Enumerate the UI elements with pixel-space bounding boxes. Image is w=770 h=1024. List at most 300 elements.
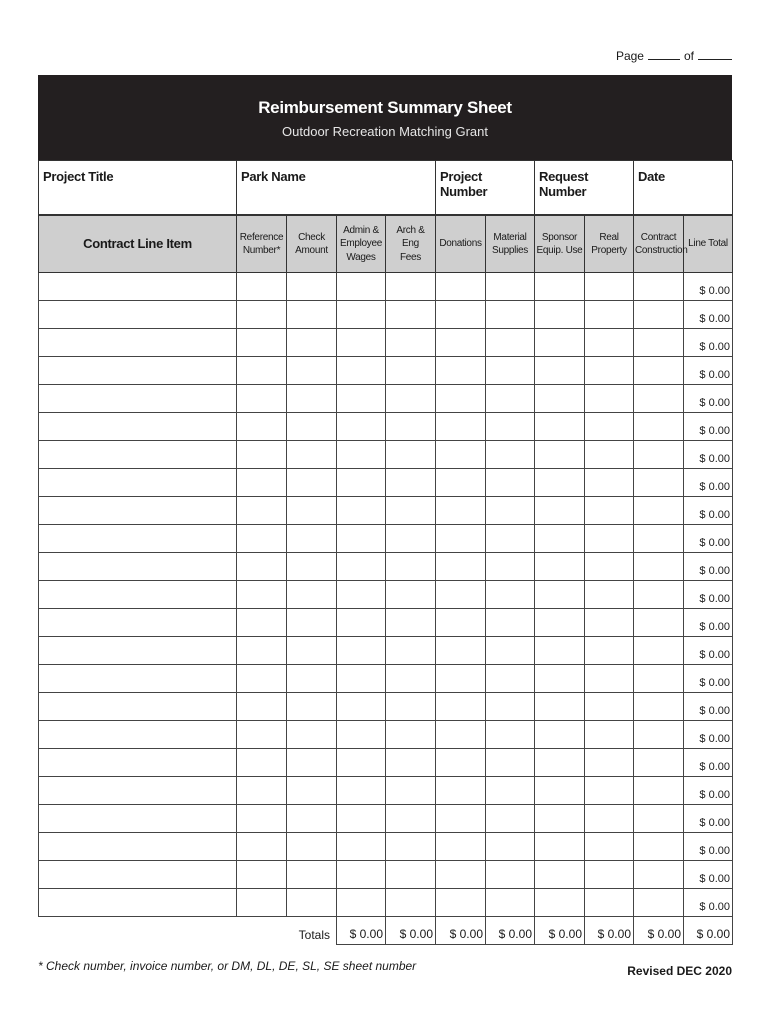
contract-construction-cell[interactable]	[634, 413, 684, 441]
contract-construction-cell[interactable]	[634, 833, 684, 861]
sponsor-equip-cell[interactable]	[535, 749, 585, 777]
table-row	[39, 553, 733, 581]
arch-eng-fees-cell[interactable]	[386, 861, 436, 889]
material-supplies-cell[interactable]	[486, 497, 535, 525]
table-row	[39, 777, 733, 805]
donations-cell[interactable]	[436, 553, 486, 581]
material-supplies-cell[interactable]	[486, 889, 535, 917]
sponsor-equip-cell[interactable]	[535, 665, 585, 693]
table-row	[39, 609, 733, 637]
table-row	[39, 833, 733, 861]
donations-cell[interactable]	[436, 497, 486, 525]
real-property-cell[interactable]	[585, 273, 634, 301]
line-item-cell[interactable]	[39, 665, 237, 693]
sponsor-equip-cell[interactable]	[535, 777, 585, 805]
admin-wages-cell[interactable]	[337, 301, 386, 329]
real-property-cell[interactable]	[585, 357, 634, 385]
arch-eng-fees-cell[interactable]	[386, 525, 436, 553]
material-supplies-cell[interactable]	[486, 721, 535, 749]
donations-cell[interactable]	[436, 441, 486, 469]
check-amount-cell[interactable]	[287, 665, 337, 693]
real-property-cell[interactable]	[585, 469, 634, 497]
donations-cell[interactable]	[436, 525, 486, 553]
donations-cell[interactable]	[436, 581, 486, 609]
reference-number-cell[interactable]	[237, 357, 287, 385]
line-total-cell: $ 0.00	[684, 861, 733, 889]
material-supplies-cell[interactable]	[486, 637, 535, 665]
total-real-property: $ 0.00	[585, 917, 634, 945]
total-arch-eng-fees: $ 0.00	[386, 917, 436, 945]
table-row	[39, 637, 733, 665]
reference-number-cell[interactable]	[237, 777, 287, 805]
page-of-label: of	[683, 49, 694, 63]
material-supplies-cell[interactable]	[486, 385, 535, 413]
line-item-cell[interactable]	[39, 273, 237, 301]
col-header-admin-wages: Admin & Employee Wages	[337, 216, 386, 273]
donations-cell[interactable]	[436, 889, 486, 917]
admin-wages-cell[interactable]	[337, 609, 386, 637]
check-amount-cell[interactable]	[287, 329, 337, 357]
sponsor-equip-cell[interactable]	[535, 581, 585, 609]
page-number-blank[interactable]	[648, 47, 680, 60]
sponsor-equip-cell[interactable]	[535, 497, 585, 525]
donations-cell[interactable]	[436, 385, 486, 413]
sponsor-equip-cell[interactable]	[535, 693, 585, 721]
line-item-cell[interactable]	[39, 525, 237, 553]
line-item-cell[interactable]	[39, 469, 237, 497]
contract-construction-cell[interactable]	[634, 581, 684, 609]
material-supplies-cell[interactable]	[486, 581, 535, 609]
line-total-cell: $ 0.00	[684, 273, 733, 301]
sponsor-equip-cell[interactable]	[535, 413, 585, 441]
admin-wages-cell[interactable]	[337, 525, 386, 553]
contract-construction-cell[interactable]	[634, 441, 684, 469]
page-title: Reimbursement Summary Sheet	[258, 98, 512, 117]
sponsor-equip-cell[interactable]	[535, 833, 585, 861]
reference-number-cell[interactable]	[237, 665, 287, 693]
contract-construction-cell[interactable]	[634, 665, 684, 693]
contract-construction-cell[interactable]	[634, 721, 684, 749]
line-total-cell: $ 0.00	[684, 889, 733, 917]
table-header-row	[39, 216, 733, 273]
real-property-cell[interactable]	[585, 525, 634, 553]
total-donations: $ 0.00	[436, 917, 486, 945]
material-supplies-cell[interactable]	[486, 833, 535, 861]
total-contract-construction: $ 0.00	[634, 917, 684, 945]
donations-cell[interactable]	[436, 693, 486, 721]
arch-eng-fees-cell[interactable]	[386, 581, 436, 609]
line-item-cell[interactable]	[39, 749, 237, 777]
check-amount-cell[interactable]	[287, 357, 337, 385]
material-supplies-cell[interactable]	[486, 469, 535, 497]
park-name-field[interactable]	[237, 161, 436, 215]
reference-number-cell[interactable]	[237, 273, 287, 301]
sponsor-equip-cell[interactable]	[535, 441, 585, 469]
donations-cell[interactable]	[436, 721, 486, 749]
project-info-table	[38, 160, 733, 215]
real-property-cell[interactable]	[585, 497, 634, 525]
line-total-cell: $ 0.00	[684, 497, 733, 525]
donations-cell[interactable]	[436, 329, 486, 357]
col-header-material-supplies: Material Supplies	[486, 216, 535, 273]
contract-construction-cell[interactable]	[634, 693, 684, 721]
contract-construction-cell[interactable]	[634, 861, 684, 889]
contract-construction-cell[interactable]	[634, 777, 684, 805]
totals-label: Totals	[298, 927, 330, 942]
line-item-cell[interactable]	[39, 441, 237, 469]
reference-number-cell[interactable]	[237, 469, 287, 497]
reference-number-cell[interactable]	[237, 889, 287, 917]
real-property-cell[interactable]	[585, 441, 634, 469]
material-supplies-cell[interactable]	[486, 525, 535, 553]
line-item-cell[interactable]	[39, 889, 237, 917]
material-supplies-cell[interactable]	[486, 413, 535, 441]
line-item-cell[interactable]	[39, 413, 237, 441]
donations-cell[interactable]	[436, 805, 486, 833]
material-supplies-cell[interactable]	[486, 749, 535, 777]
check-amount-cell[interactable]	[287, 693, 337, 721]
donations-cell[interactable]	[436, 777, 486, 805]
donations-cell[interactable]	[436, 413, 486, 441]
line-total-cell: $ 0.00	[684, 301, 733, 329]
project-number-field[interactable]	[436, 161, 535, 215]
contract-construction-cell[interactable]	[634, 749, 684, 777]
line-total-cell: $ 0.00	[684, 749, 733, 777]
arch-eng-fees-cell[interactable]	[386, 441, 436, 469]
donations-cell[interactable]	[436, 357, 486, 385]
check-amount-cell[interactable]	[287, 553, 337, 581]
real-property-cell[interactable]	[585, 665, 634, 693]
line-item-cell[interactable]	[39, 329, 237, 357]
arch-eng-fees-cell[interactable]	[386, 413, 436, 441]
admin-wages-cell[interactable]	[337, 273, 386, 301]
real-property-cell[interactable]	[585, 749, 634, 777]
real-property-cell[interactable]	[585, 721, 634, 749]
real-property-cell[interactable]	[585, 889, 634, 917]
col-header-sponsor-equip: Sponsor Equip. Use	[535, 216, 585, 273]
check-amount-cell[interactable]	[287, 301, 337, 329]
line-item-cell[interactable]	[39, 833, 237, 861]
line-item-cell[interactable]	[39, 581, 237, 609]
admin-wages-cell[interactable]	[337, 497, 386, 525]
check-amount-cell[interactable]	[287, 497, 337, 525]
donations-cell[interactable]	[436, 665, 486, 693]
admin-wages-cell[interactable]	[337, 833, 386, 861]
contract-construction-cell[interactable]	[634, 553, 684, 581]
line-item-cell[interactable]	[39, 805, 237, 833]
material-supplies-cell[interactable]	[486, 777, 535, 805]
totals-row	[39, 917, 733, 945]
sponsor-equip-cell[interactable]	[535, 861, 585, 889]
real-property-cell[interactable]	[585, 861, 634, 889]
contract-construction-cell[interactable]	[634, 609, 684, 637]
col-header-real-property: Real Property	[585, 216, 634, 273]
line-total-cell: $ 0.00	[684, 525, 733, 553]
table-row	[39, 441, 733, 469]
line-item-cell[interactable]	[39, 385, 237, 413]
page-of-indicator	[616, 47, 732, 63]
total-sponsor-equip: $ 0.00	[535, 917, 585, 945]
check-amount-cell[interactable]	[287, 581, 337, 609]
donations-cell[interactable]	[436, 637, 486, 665]
line-item-cell[interactable]	[39, 777, 237, 805]
contract-construction-cell[interactable]	[634, 497, 684, 525]
real-property-cell[interactable]	[585, 609, 634, 637]
line-total-cell: $ 0.00	[684, 721, 733, 749]
admin-wages-cell[interactable]	[337, 413, 386, 441]
sponsor-equip-cell[interactable]	[535, 329, 585, 357]
arch-eng-fees-cell[interactable]	[386, 329, 436, 357]
reference-number-cell[interactable]	[237, 637, 287, 665]
check-amount-cell[interactable]	[287, 273, 337, 301]
material-supplies-cell[interactable]	[486, 665, 535, 693]
reference-number-cell[interactable]	[237, 721, 287, 749]
sponsor-equip-cell[interactable]	[535, 357, 585, 385]
arch-eng-fees-cell[interactable]	[386, 721, 436, 749]
reference-number-cell[interactable]	[237, 329, 287, 357]
material-supplies-cell[interactable]	[486, 329, 535, 357]
donations-cell[interactable]	[436, 609, 486, 637]
sponsor-equip-cell[interactable]	[535, 525, 585, 553]
line-item-table	[38, 215, 733, 945]
real-property-cell[interactable]	[585, 637, 634, 665]
reference-number-cell[interactable]	[237, 441, 287, 469]
sponsor-equip-cell[interactable]	[535, 301, 585, 329]
check-amount-cell[interactable]	[287, 609, 337, 637]
line-total-cell: $ 0.00	[684, 329, 733, 357]
line-item-cell[interactable]	[39, 357, 237, 385]
arch-eng-fees-cell[interactable]	[386, 273, 436, 301]
reference-number-cell[interactable]	[237, 385, 287, 413]
admin-wages-cell[interactable]	[337, 441, 386, 469]
admin-wages-cell[interactable]	[337, 385, 386, 413]
sponsor-equip-cell[interactable]	[535, 609, 585, 637]
sponsor-equip-cell[interactable]	[535, 805, 585, 833]
reference-number-cell[interactable]	[237, 833, 287, 861]
material-supplies-cell[interactable]	[486, 301, 535, 329]
arch-eng-fees-cell[interactable]	[386, 497, 436, 525]
real-property-cell[interactable]	[585, 301, 634, 329]
table-row	[39, 357, 733, 385]
real-property-cell[interactable]	[585, 553, 634, 581]
real-property-cell[interactable]	[585, 581, 634, 609]
reference-number-cell[interactable]	[237, 749, 287, 777]
col-header-contract-line-item: Contract Line Item	[39, 216, 237, 273]
line-total-cell: $ 0.00	[684, 665, 733, 693]
arch-eng-fees-cell[interactable]	[386, 833, 436, 861]
line-total-cell: $ 0.00	[684, 693, 733, 721]
admin-wages-cell[interactable]	[337, 553, 386, 581]
check-amount-cell[interactable]	[287, 721, 337, 749]
admin-wages-cell[interactable]	[337, 329, 386, 357]
contract-construction-cell[interactable]	[634, 301, 684, 329]
arch-eng-fees-cell[interactable]	[386, 553, 436, 581]
check-amount-cell[interactable]	[287, 469, 337, 497]
project-title-field[interactable]	[39, 161, 237, 215]
line-item-cell[interactable]	[39, 637, 237, 665]
check-amount-cell[interactable]	[287, 525, 337, 553]
request-number-field[interactable]	[535, 161, 634, 215]
donations-cell[interactable]	[436, 833, 486, 861]
admin-wages-cell[interactable]	[337, 749, 386, 777]
table-row	[39, 749, 733, 777]
line-item-cell[interactable]	[39, 301, 237, 329]
real-property-cell[interactable]	[585, 385, 634, 413]
contract-construction-cell[interactable]	[634, 805, 684, 833]
admin-wages-cell[interactable]	[337, 721, 386, 749]
arch-eng-fees-cell[interactable]	[386, 469, 436, 497]
arch-eng-fees-cell[interactable]	[386, 301, 436, 329]
arch-eng-fees-cell[interactable]	[386, 609, 436, 637]
admin-wages-cell[interactable]	[337, 637, 386, 665]
line-total-cell: $ 0.00	[684, 833, 733, 861]
check-amount-cell[interactable]	[287, 413, 337, 441]
sponsor-equip-cell[interactable]	[535, 637, 585, 665]
reference-number-cell[interactable]	[237, 609, 287, 637]
arch-eng-fees-cell[interactable]	[386, 385, 436, 413]
table-row	[39, 581, 733, 609]
contract-construction-cell[interactable]	[634, 385, 684, 413]
admin-wages-cell[interactable]	[337, 889, 386, 917]
check-amount-cell[interactable]	[287, 749, 337, 777]
material-supplies-cell[interactable]	[486, 553, 535, 581]
table-row	[39, 665, 733, 693]
check-amount-cell[interactable]	[287, 385, 337, 413]
donations-cell[interactable]	[436, 749, 486, 777]
reference-number-cell[interactable]	[237, 553, 287, 581]
contract-construction-cell[interactable]	[634, 357, 684, 385]
sponsor-equip-cell[interactable]	[535, 469, 585, 497]
reference-number-cell[interactable]	[237, 581, 287, 609]
sponsor-equip-cell[interactable]	[535, 385, 585, 413]
donations-cell[interactable]	[436, 469, 486, 497]
table-row	[39, 693, 733, 721]
material-supplies-cell[interactable]	[486, 273, 535, 301]
arch-eng-fees-cell[interactable]	[386, 749, 436, 777]
table-row	[39, 413, 733, 441]
donations-cell[interactable]	[436, 861, 486, 889]
material-supplies-cell[interactable]	[486, 609, 535, 637]
sponsor-equip-cell[interactable]	[535, 889, 585, 917]
real-property-cell[interactable]	[585, 329, 634, 357]
table-row	[39, 525, 733, 553]
contract-construction-cell[interactable]	[634, 273, 684, 301]
contract-construction-cell[interactable]	[634, 329, 684, 357]
line-item-cell[interactable]	[39, 497, 237, 525]
page-total-blank[interactable]	[698, 47, 732, 60]
line-item-cell[interactable]	[39, 693, 237, 721]
donations-cell[interactable]	[436, 301, 486, 329]
check-amount-cell[interactable]	[287, 777, 337, 805]
reference-number-cell[interactable]	[237, 861, 287, 889]
admin-wages-cell[interactable]	[337, 777, 386, 805]
sponsor-equip-cell[interactable]	[535, 553, 585, 581]
material-supplies-cell[interactable]	[486, 805, 535, 833]
arch-eng-fees-cell[interactable]	[386, 357, 436, 385]
table-row	[39, 721, 733, 749]
reference-number-cell[interactable]	[237, 525, 287, 553]
table-row	[39, 861, 733, 889]
line-total-cell: $ 0.00	[684, 609, 733, 637]
real-property-cell[interactable]	[585, 693, 634, 721]
reference-number-cell[interactable]	[237, 497, 287, 525]
line-item-cell[interactable]	[39, 721, 237, 749]
check-amount-cell[interactable]	[287, 833, 337, 861]
line-total-cell: $ 0.00	[684, 385, 733, 413]
admin-wages-cell[interactable]	[337, 581, 386, 609]
revision-date: Revised DEC 2020	[627, 964, 732, 978]
admin-wages-cell[interactable]	[337, 693, 386, 721]
admin-wages-cell[interactable]	[337, 469, 386, 497]
table-row	[39, 385, 733, 413]
reference-number-cell[interactable]	[237, 805, 287, 833]
admin-wages-cell[interactable]	[337, 805, 386, 833]
table-row	[39, 469, 733, 497]
arch-eng-fees-cell[interactable]	[386, 889, 436, 917]
total-line-total: $ 0.00	[684, 917, 733, 945]
check-amount-cell[interactable]	[287, 805, 337, 833]
real-property-cell[interactable]	[585, 777, 634, 805]
page-subtitle: Outdoor Recreation Matching Grant	[282, 124, 488, 139]
line-item-cell[interactable]	[39, 609, 237, 637]
material-supplies-cell[interactable]	[486, 861, 535, 889]
contract-construction-cell[interactable]	[634, 525, 684, 553]
material-supplies-cell[interactable]	[486, 693, 535, 721]
contract-construction-cell[interactable]	[634, 889, 684, 917]
arch-eng-fees-cell[interactable]	[386, 665, 436, 693]
arch-eng-fees-cell[interactable]	[386, 805, 436, 833]
admin-wages-cell[interactable]	[337, 665, 386, 693]
check-amount-cell[interactable]	[287, 861, 337, 889]
arch-eng-fees-cell[interactable]	[386, 637, 436, 665]
col-header-check-amount: Check Amount	[287, 216, 337, 273]
date-field[interactable]	[634, 161, 733, 215]
contract-construction-cell[interactable]	[634, 637, 684, 665]
material-supplies-cell[interactable]	[486, 441, 535, 469]
total-admin-wages: $ 0.00	[337, 917, 386, 945]
sponsor-equip-cell[interactable]	[535, 273, 585, 301]
real-property-cell[interactable]	[585, 413, 634, 441]
arch-eng-fees-cell[interactable]	[386, 777, 436, 805]
arch-eng-fees-cell[interactable]	[386, 693, 436, 721]
col-header-reference-number: Reference Number*	[237, 216, 287, 273]
reference-number-cell[interactable]	[237, 413, 287, 441]
project-title-label: Project Title	[43, 169, 114, 184]
check-amount-cell[interactable]	[287, 637, 337, 665]
material-supplies-cell[interactable]	[486, 357, 535, 385]
admin-wages-cell[interactable]	[337, 357, 386, 385]
table-row	[39, 301, 733, 329]
col-header-arch-eng-fees: Arch & Eng Fees	[386, 216, 436, 273]
park-name-label: Park Name	[241, 169, 306, 184]
line-total-cell: $ 0.00	[684, 805, 733, 833]
real-property-cell[interactable]	[585, 805, 634, 833]
line-item-cell[interactable]	[39, 861, 237, 889]
reference-number-cell[interactable]	[237, 301, 287, 329]
line-total-cell: $ 0.00	[684, 777, 733, 805]
sponsor-equip-cell[interactable]	[535, 721, 585, 749]
admin-wages-cell[interactable]	[337, 861, 386, 889]
reference-number-cell[interactable]	[237, 693, 287, 721]
col-header-line-total: Line Total	[684, 216, 733, 273]
check-amount-cell[interactable]	[287, 441, 337, 469]
line-item-cell[interactable]	[39, 553, 237, 581]
check-amount-cell[interactable]	[287, 889, 337, 917]
real-property-cell[interactable]	[585, 833, 634, 861]
contract-construction-cell[interactable]	[634, 469, 684, 497]
donations-cell[interactable]	[436, 273, 486, 301]
table-row	[39, 889, 733, 917]
